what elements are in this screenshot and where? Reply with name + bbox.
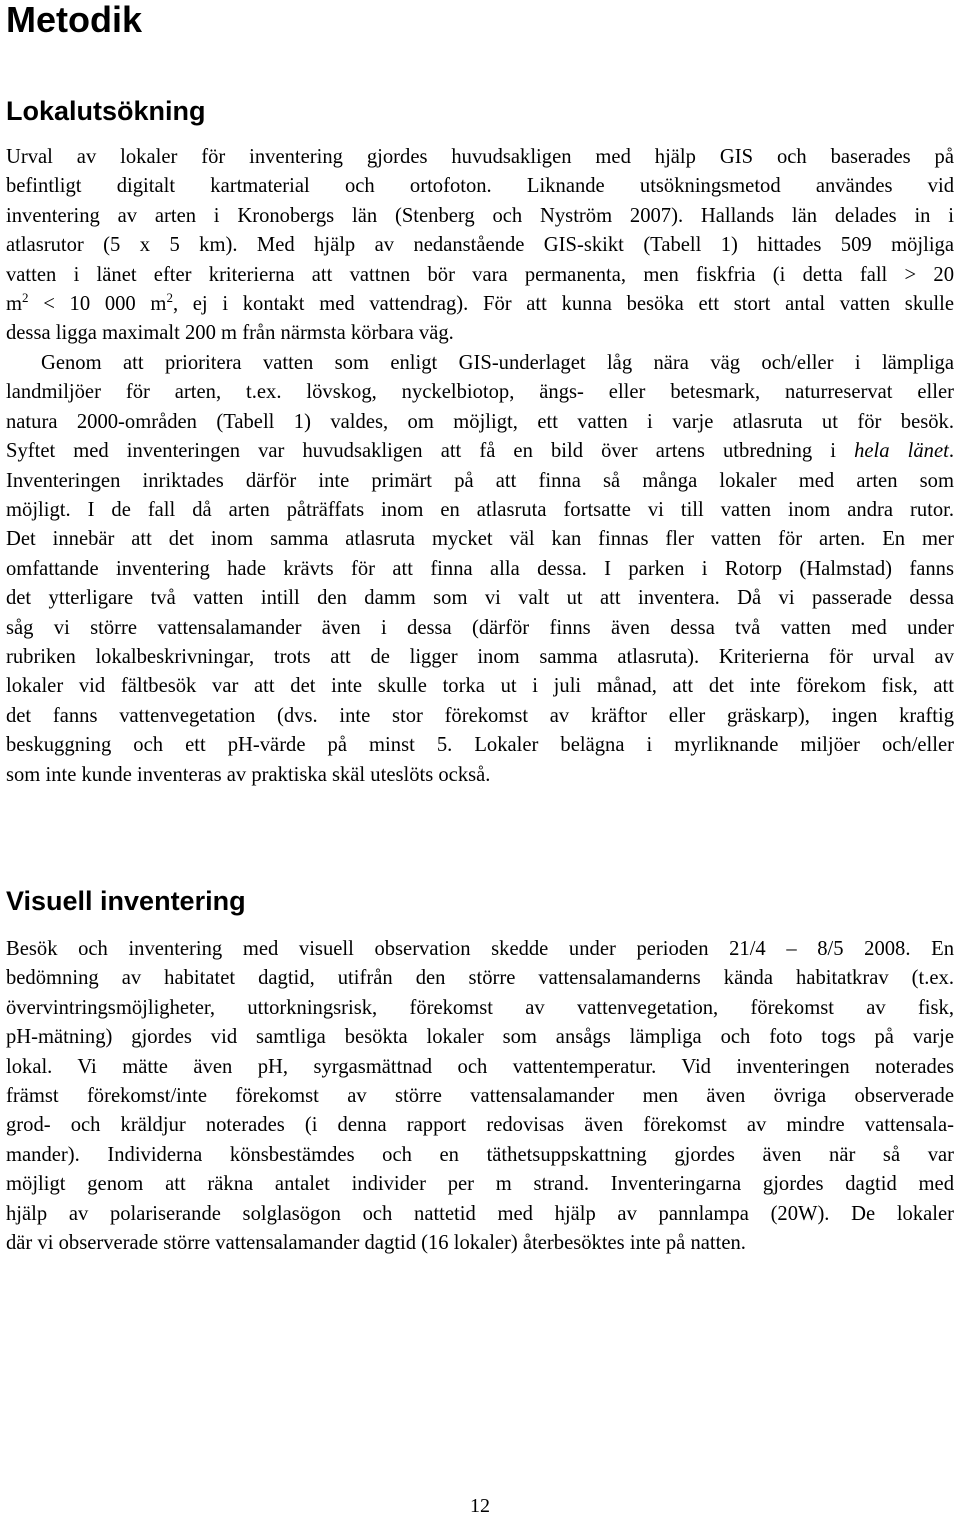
text-line: rubriken lokalbeskrivningar, trots att de ligger inom samma atlasruta). Kriterierna för urval av [6,646,954,669]
section-heading-lokalutsokning: Lokalutsökning [6,96,206,126]
text-line: atlasrutor (5 x 5 km). Med hjälp av nedanstående GIS-skikt (Tabell 1) hittades 509 möjliga [6,234,954,257]
paragraph-lokalutsokning-2 [6,349,954,790]
emphasis: hela länet [854,440,949,463]
text-line: som inte kunde inventeras av praktiska skäl uteslöts också. [6,763,491,786]
text-line: Inventeringen inriktades därför inte primärt på att finna så många lokaler med arten som [6,469,954,492]
text-line: Det innebär att det inom samma atlasruta mycket väl kan finnas fler vatten för arten. En mer [6,528,954,551]
text-line: Urval av lokaler för inventering gjordes huvudsakligen med hjälp GIS och baserades på [6,146,954,168]
text-line: beskuggning och ett pH-värde på minst 5. Lokaler belägna i myrliknande miljöer och/eller [6,734,954,757]
text-fragment: , ej i kontakt med vattendrag). För att kunna besöka ett stort antal vatten skulle [172,293,954,316]
text-line: inventering av arten i Kronobergs län (Stenberg och Nyström 2007). Hallands län delades in i [6,204,954,227]
text-line: lokal. Vi mätte även pH, syrgasmättnad och vattentemperatur. Vid inventeringen noterades [6,1055,954,1078]
text-line: Besök och inventering med visuell observation skedde under perioden 21/4 – 8/5 2008. En [6,938,954,960]
superscript: 2 [22,290,29,306]
text-line: möjligt genom att räkna antalet individer per m strand. Inventeringarna gjordes dagtid med [6,1173,954,1196]
text-fragment: < 10 000 m [28,293,167,316]
paragraph-visuell-inventering [6,935,954,1258]
text-line: hjälp av polariserande solglasögon och nattetid med hjälp av pannlampa (20W). De lokaler [6,1202,954,1225]
text-line: lokaler vid fältbesök var att det inte skulle torka ut i juli månad, att det inte förekom fisk, att [6,675,954,698]
text-line: omfattande inventering hade krävts för att finna alla dessa. I parken i Rotorp (Halmstad) fanns [6,557,954,580]
text-line: vatten i länet efter kriterierna att vattnen bör vara permanenta, men fiskfria (i detta fall > 20 [6,263,954,286]
text-line: pH-mätning) gjordes vid samtliga besökta lokaler som ansågs lämpliga och foto togs på varje [6,1026,954,1049]
text-line: grod- och kräldjur noterades (i denna rapport redovisas även förekomst av mindre vattensala- [6,1114,954,1137]
text-line [6,290,954,319]
text-line: mander). Individerna könsbestämdes och en täthetsuppskattning gjordes även när så var [6,1143,954,1166]
text-line: där vi observerade större vattensalamander dagtid (16 lokaler) återbesöktes inte på natten. [6,1232,746,1255]
text-fragment: Syftet med inventeringen var huvudsakligen att få en bild över artens utbredning i [6,440,855,463]
text-line: befintligt digitalt kartmaterial och ortofoton. Liknande utsökningsmetod användes vid [6,175,954,198]
text-line: övervintringsmöjligheter, uttorkningsrisk, förekomst av vattenvegetation, förekomst av fisk, [6,996,954,1019]
text-line: möjligt. I de fall då arten påträffats inom en atlasruta fortsatte vi till vatten inom andra rutor. [6,499,954,522]
text-line: bedömning av habitatet dagtid, utifrån den större vattensalamanderns kända habitatkrav (t.ex. [6,967,954,990]
chapter-heading: Metodik [6,0,143,40]
page-number: 12 [470,1495,490,1517]
text-line: det fanns vattenvegetation (dvs. inte stor förekomst av kräftor eller gräskarp), ingen kraftig [6,704,954,727]
text-line: främst förekomst/inte förekomst av större vattensalamander men även övriga observerade [6,1085,954,1108]
text-line: det ytterligare två vatten intill den damm som vi valt ut att inventera. Då vi passerade dessa [6,587,954,610]
text-fragment: m [6,293,23,316]
text-line: såg vi större vattensalamander även i dessa (därför finns även dessa två vatten med under [6,616,954,639]
text-line [6,437,954,466]
text-line: landmiljöer för arten, t.ex. lövskog, nyckelbiotop, ängs- eller betesmark, naturreservat eller [6,381,954,404]
text-line: Genom att prioritera vatten som enligt GIS-underlaget låg nära väg och/eller i lämpliga [41,352,954,374]
text-fragment: . [948,440,954,463]
section-heading-visuell-inventering: Visuell inventering [6,886,246,916]
text-line: natura 2000-områden (Tabell 1) valdes, om möjligt, ett vatten i varje atlasruta ut för besök. [6,410,954,433]
text-line: dessa ligga maximalt 200 m från närmsta körbara väg. [6,322,454,345]
paragraph-lokalutsokning-1 [6,143,954,349]
superscript: 2 [166,290,173,306]
